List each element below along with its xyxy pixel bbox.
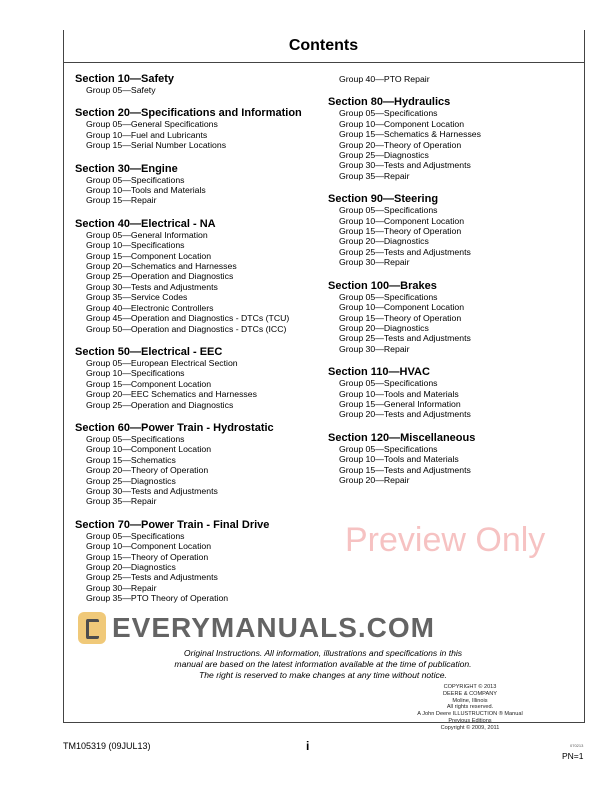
group-entry[interactable]: Group 05—Specifications: [339, 108, 438, 119]
group-entry[interactable]: Group 25—Diagnostics: [86, 475, 176, 486]
section-title[interactable]: Section 110—HVAC: [328, 366, 430, 379]
pn-number: PN=1: [562, 751, 584, 761]
group-entry[interactable]: Group 05—Specifications: [339, 205, 438, 216]
copyright-line: Previous Editions: [448, 717, 492, 724]
group-entry[interactable]: Group 30—Repair: [339, 343, 410, 354]
page-number: i: [306, 739, 310, 753]
section: [328, 194, 578, 267]
section-title[interactable]: Section 90—Steering: [328, 193, 439, 206]
watermark-logo-icon: [78, 612, 106, 644]
group-entry[interactable]: Group 10—Component Location: [86, 444, 212, 455]
contents-right-column: [328, 74, 578, 485]
note-line: Original Instructions. All information, illustrations and specifications in this: [183, 648, 463, 658]
original-instructions-note: [120, 648, 526, 680]
group-entry[interactable]: Group 20—EEC Schematics and Harnesses: [86, 389, 257, 400]
group-entry[interactable]: Group 35—PTO Theory of Operation: [86, 593, 229, 604]
document-id: TM105319 (09JUL13): [63, 741, 151, 751]
group-entry[interactable]: Group 15—Schematics & Harnesses: [339, 129, 481, 140]
section: [75, 164, 325, 206]
section-title[interactable]: Section 80—Hydraulics: [328, 96, 451, 109]
watermark-preview: Preview Only: [345, 521, 546, 559]
group-entry[interactable]: Group 05—Specifications: [86, 433, 185, 444]
group-entry[interactable]: Group 20—Theory of Operation: [339, 139, 462, 150]
note-line: manual are based on the latest information available at the time of publication.: [174, 658, 472, 669]
section-title[interactable]: Section 50—Electrical - EEC: [75, 345, 223, 358]
copyright-line: DEERE & COMPANY: [443, 690, 497, 697]
group-entry[interactable]: Group 30—Repair: [339, 257, 410, 268]
section: [75, 520, 325, 604]
group-entry[interactable]: Group 20—Tests and Adjustments: [339, 409, 471, 420]
group-entry[interactable]: Group 10—Component Location: [339, 302, 465, 313]
group-entry[interactable]: Group 30—Tests and Adjustments: [86, 281, 218, 292]
section: [75, 108, 325, 150]
copyright-line: A John Deere ILLUSTRUCTION ® Manual: [417, 711, 523, 718]
section: [328, 97, 578, 181]
group-entry[interactable]: Group 25—Tests and Adjustments: [339, 246, 471, 257]
group-entry[interactable]: Group 15—Theory of Operation: [339, 226, 462, 237]
group-entry[interactable]: Group 30—Repair: [86, 582, 157, 593]
group-entry[interactable]: Group 20—Theory of Operation: [86, 465, 209, 476]
group-entry[interactable]: Group 15—Schematics: [86, 454, 176, 465]
group-entry[interactable]: Group 35—Repair: [86, 496, 157, 507]
section-title[interactable]: Section 30—Engine: [75, 162, 178, 175]
group-entry[interactable]: Group 10—Component Location: [339, 215, 465, 226]
copyright-line: COPYRIGHT © 2013: [443, 684, 497, 690]
group-entry[interactable]: Group 10—Specifications: [86, 240, 185, 251]
group-entry[interactable]: Group 30—Tests and Adjustments: [339, 160, 471, 171]
group-entry[interactable]: Group 15—Repair: [86, 195, 157, 206]
note-line: The right is reserved to make changes at any time without notice.: [199, 669, 447, 680]
copyright-line: Moline, Illinois: [452, 697, 488, 704]
group-entry[interactable]: Group 40—PTO Repair: [339, 74, 430, 84]
group-entry[interactable]: Group 25—Tests and Adjustments: [339, 333, 471, 344]
copyright-block: [380, 684, 560, 732]
page-title: Contents: [288, 37, 359, 54]
group-entry[interactable]: Group 35—Service Codes: [86, 292, 188, 303]
group-entry[interactable]: Group 40—Electronic Controllers: [86, 302, 214, 313]
group-entry[interactable]: Group 10—Fuel and Lubricants: [86, 129, 208, 140]
date-code: 070213: [570, 743, 584, 748]
group-entry[interactable]: Group 10—Specifications: [86, 368, 185, 379]
section: [328, 74, 578, 84]
section: [328, 433, 578, 486]
group-entry[interactable]: Group 05—General Specifications: [86, 119, 218, 130]
group-entry[interactable]: Group 05—Specifications: [339, 443, 438, 454]
group-entry[interactable]: Group 20—Repair: [339, 474, 410, 485]
section-title[interactable]: Section 20—Specifications and Information: [75, 107, 302, 120]
group-entry[interactable]: Group 10—Component Location: [86, 541, 212, 552]
group-entry[interactable]: Group 50—Operation and Diagnostics - DTCs (ICC): [86, 323, 287, 334]
group-entry[interactable]: Group 15—Tests and Adjustments: [339, 464, 471, 475]
group-entry[interactable]: Group 20—Schematics and Harnesses: [86, 261, 237, 272]
contents-left-column: [75, 74, 325, 604]
group-entry[interactable]: Group 35—Repair: [339, 170, 410, 181]
copyright-line: Copyright © 2009, 2011: [440, 724, 500, 731]
section: [328, 367, 578, 420]
group-entry[interactable]: Group 45—Operation and Diagnostics - DTCs (TCU): [86, 313, 290, 324]
group-entry[interactable]: Group 15—Component Location: [86, 378, 212, 389]
group-entry[interactable]: Group 15—Serial Number Locations: [86, 140, 227, 151]
group-entry[interactable]: Group 20—Diagnostics: [339, 322, 429, 333]
group-entry[interactable]: Group 10—Component Location: [339, 118, 465, 129]
section: [75, 347, 325, 410]
group-entry[interactable]: Group 30—Tests and Adjustments: [86, 485, 218, 496]
section-title[interactable]: Section 10—Safety: [75, 73, 175, 85]
group-entry[interactable]: Group 10—Tools and Materials: [339, 388, 459, 399]
section: [75, 74, 325, 95]
group-entry[interactable]: Group 10—Tools and Materials: [86, 185, 206, 196]
group-entry[interactable]: Group 05—Specifications: [86, 174, 185, 185]
group-entry[interactable]: Group 05—European Electrical Section: [86, 357, 238, 368]
copyright-line: All rights reserved.: [446, 704, 494, 711]
section: [75, 423, 325, 507]
group-entry[interactable]: Group 05—Specifications: [339, 378, 438, 389]
group-entry[interactable]: Group 15—Theory of Operation: [86, 551, 209, 562]
section: [75, 219, 325, 334]
group-entry[interactable]: Group 05—Specifications: [86, 530, 185, 541]
group-entry[interactable]: Group 20—Diagnostics: [86, 562, 176, 572]
section-title[interactable]: Section 100—Brakes: [328, 279, 437, 292]
group-entry[interactable]: Group 15—General Information: [339, 398, 461, 409]
watermark-text: EVERYMANUALS.COM: [112, 612, 435, 643]
section-title[interactable]: Section 40—Electrical - NA: [75, 217, 216, 230]
group-entry[interactable]: Group 25—Tests and Adjustments: [86, 572, 218, 583]
group-entry[interactable]: Group 05—General Information: [86, 229, 208, 240]
group-entry[interactable]: Group 15—Component Location: [86, 250, 212, 261]
group-entry[interactable]: Group 25—Operation and Diagnostics: [86, 271, 234, 282]
section-title[interactable]: Section 120—Miscellaneous: [328, 431, 476, 444]
group-entry[interactable]: Group 25—Diagnostics: [339, 150, 429, 161]
section-title[interactable]: Section 60—Power Train - Hydrostatic: [75, 421, 274, 434]
group-entry[interactable]: Group 15—Theory of Operation: [339, 312, 462, 323]
title-divider: [63, 62, 584, 63]
group-entry[interactable]: Group 05—Safety: [86, 85, 156, 95]
group-entry[interactable]: Group 20—Diagnostics: [339, 236, 429, 247]
section-title[interactable]: Section 70—Power Train - Final Drive: [75, 518, 270, 531]
group-entry[interactable]: Group 05—Specifications: [339, 291, 438, 302]
section: [328, 281, 578, 354]
group-entry[interactable]: Group 25—Operation and Diagnostics: [86, 399, 234, 410]
group-entry[interactable]: Group 10—Tools and Materials: [339, 454, 459, 465]
